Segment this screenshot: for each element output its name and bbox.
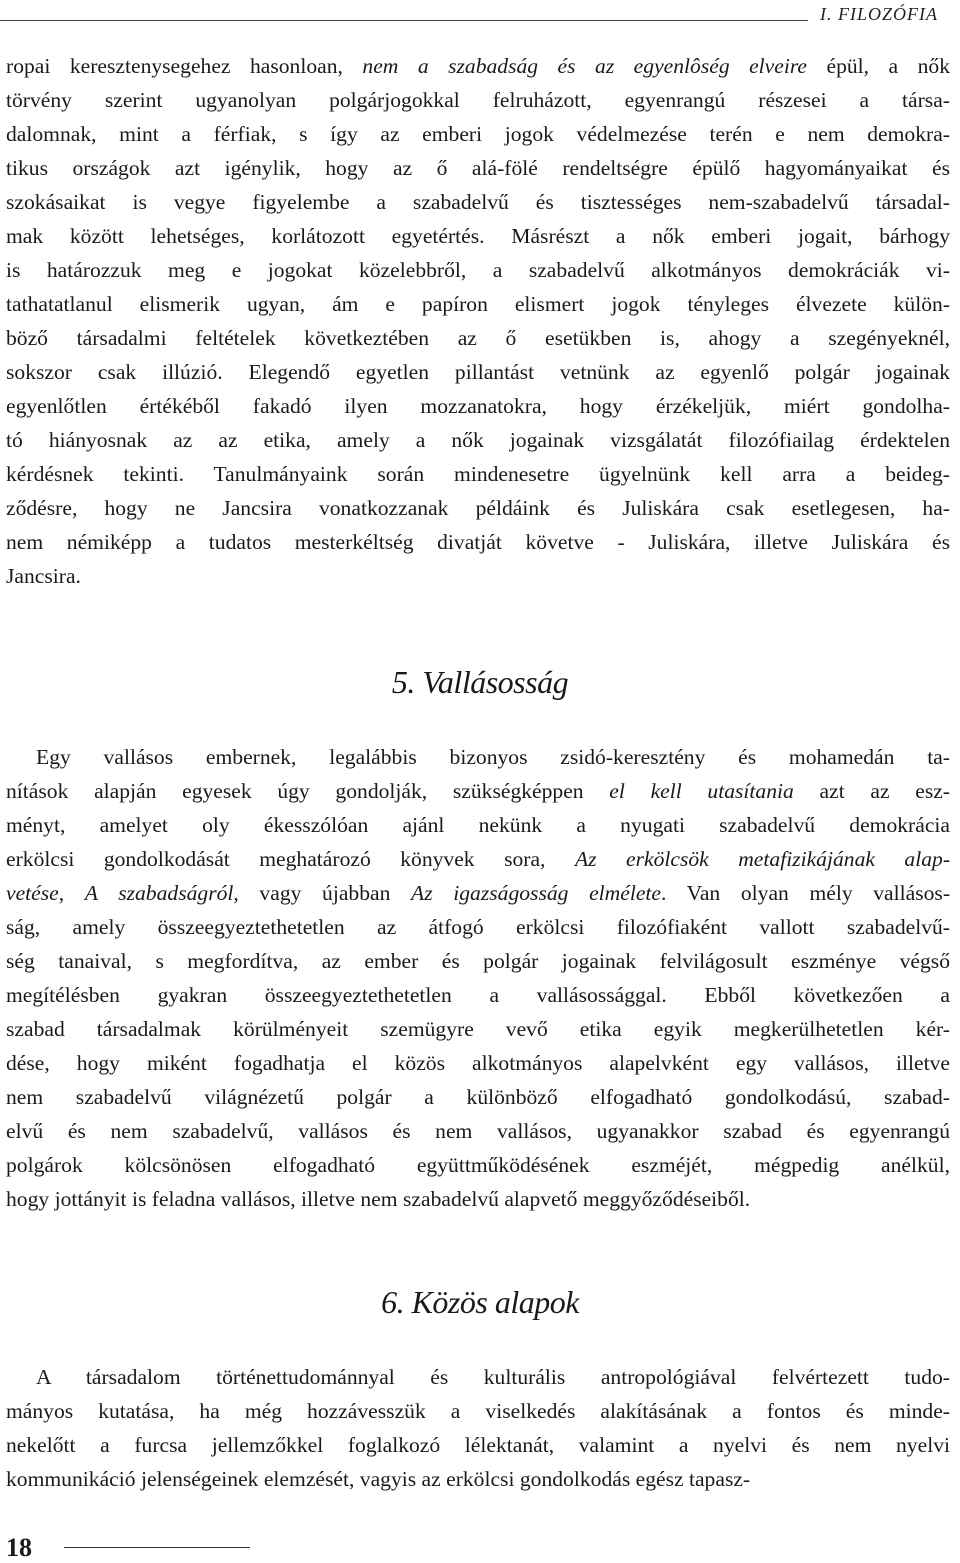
italic-title: nem a szabadság és az egyenlôség elveire: [362, 54, 808, 78]
body-paragraph-2: [6, 740, 950, 1216]
text-line: erkölcsi gondolkodását meghatározó könyvek sora, Az erkölcsök metafizikájának alap-: [6, 847, 950, 871]
text-line: szabad társadalmak körülményeit szemügyre vevő etika egyik megkerülhetetlen kér-: [6, 1017, 950, 1041]
italic-title: vetése: [6, 881, 59, 905]
italic-title: el kell utasítania: [609, 779, 794, 803]
text-line: ság, amely összeegyeztethetetlen az átfogó erkölcsi filozófiaként vallott szabadelvű-: [6, 915, 950, 939]
body-paragraph-3: [6, 1360, 950, 1496]
text-line: megítélésben gyakran összeegyeztethetetlen a vallásossággal. Ebből következően a: [6, 983, 950, 1007]
italic-title: Az erkölcsök metafizikájának alap-: [574, 847, 950, 871]
text-line: ség tanaival, s megfordítva, az ember és polgár jogainak felvilágosult eszménye végső: [6, 949, 950, 973]
text-line: sokszor csak illúzió. Elegendő egyetlen pillantást vetnünk az egyenlő polgár jogainak: [6, 360, 950, 384]
text-line: törvény szerint ugyanolyan polgárjogokkal felruházott, egyenrangú részesei a társa-: [6, 88, 950, 112]
text-line: kommunikáció jelenségeinek elemzését, vagyis az erkölcsi gondolkodás egész tapasz-: [6, 1467, 751, 1491]
text-line: polgárok kölcsönösen elfogadható együttműködésének eszméjét, mégpedig anélkül,: [6, 1153, 950, 1177]
text-line: mak között lehetséges, korlátozott egyetértés. Másrészt a nők emberi jogait, bárhogy: [6, 224, 950, 248]
footer-rule: [64, 1547, 250, 1548]
text-line: nem némiképp a tudatos mesterkéltség divatját követve - Juliskára, illetve Juliskára és: [6, 530, 950, 554]
text-line: tikus országok azt igénylik, hogy az ő alá-fölé rendeltségre épülő hagyományaikat és: [6, 156, 950, 180]
italic-title: Az igazságosság elmélete: [411, 881, 662, 905]
text-line: dése, hogy miként fogadhatja el közös alkotmányos alapelvként egy vallásos, illetve: [6, 1051, 950, 1075]
text-line: Egy vallásos embernek, legalábbis bizonyos zsidó-keresztény és mohamedán ta-: [36, 745, 950, 769]
header-rule: [0, 20, 808, 21]
text-line: nítások alapján egyesek úgy gondolják, szükségképpen el kell utasítania azt az esz-: [6, 779, 950, 803]
text-line: tó hiányosnak az az etika, amely a nők jogainak vizsgálatát filozófiailag érdektelen: [6, 428, 950, 452]
text-line: tathatatlanul elismerik ugyan, ám e papíron elismert jogok tényleges élvezete külön-: [6, 292, 950, 316]
page-number: 18: [6, 1533, 32, 1562]
text-line: kérdésnek tekinti. Tanulmányaink során mindenesetre ügyelnünk kell arra a beideg-: [6, 462, 950, 486]
text-line: ropai keresztenysegehez hasonloan, nem a szabadság és az egyenlôség elveire épül, a nők: [6, 54, 950, 78]
section-title-5: 5. Vallásosság: [391, 664, 569, 700]
body-paragraph-1: [6, 49, 950, 593]
text-line: dalomnak, mint a férfiak, s így az emberi jogok védelmezése terén e nem demokra-: [6, 122, 950, 146]
text-line: Jancsira.: [6, 564, 81, 588]
text-line: A társadalom történettudománnyal és kulturális antropológiával felvértezett tudo-: [36, 1365, 950, 1389]
running-head: I. FILOZÓFIA: [820, 4, 938, 24]
section-title-6: 6. Közös alapok: [381, 1284, 579, 1320]
text-line: egyenlőtlen értékéből fakadó ilyen mozzanatokra, hogy érzékeljük, miért gondolha-: [6, 394, 950, 418]
text-line: vetése, A szabadságról, vagy újabban Az igazságosság elmélete. Van olyan mély vallásos-: [6, 881, 950, 905]
text-line: hogy jottányit is feladna vallásos, illetve nem szabadelvű alapvető meggyőződéseiből.: [6, 1187, 751, 1211]
text-line: nem szabadelvű világnézetű polgár a különböző elfogadható gondolkodású, szabad-: [6, 1085, 950, 1109]
text-line: böző társadalmi feltételek következtében az ő esetükben is, ahogy a szegényeknél,: [6, 326, 950, 350]
text-line: mányos kutatása, ha még hozzávesszük a viselkedés alakításának a fontos és minde-: [6, 1399, 950, 1423]
text-line: szokásaikat is vegye figyelembe a szabadelvű és tisztességes nem-szabadelvű társadal-: [6, 190, 950, 214]
text-line: nekelőtt a furcsa jellemzőkkel foglalkozó lélektanát, valamint a nyelvi és nem nyelvi: [6, 1433, 950, 1457]
text-line: elvű és nem szabadelvű, vallásos és nem vallásos, ugyanakkor szabad és egyenrangú: [6, 1119, 950, 1143]
text-line: ményt, amelyet oly ékesszólóan ajánl nekünk a nyugati szabadelvű demokrácia: [6, 813, 950, 837]
italic-title: A szabadságról: [84, 881, 234, 905]
text-line: ződésre, hogy ne Jancsira vonatkozzanak példáink és Juliskára csak esetlegesen, ha-: [6, 496, 950, 520]
text-line: is határozzuk meg e jogokat közelebbről, a szabadelvű alkotmányos demokráciák vi-: [6, 258, 950, 282]
